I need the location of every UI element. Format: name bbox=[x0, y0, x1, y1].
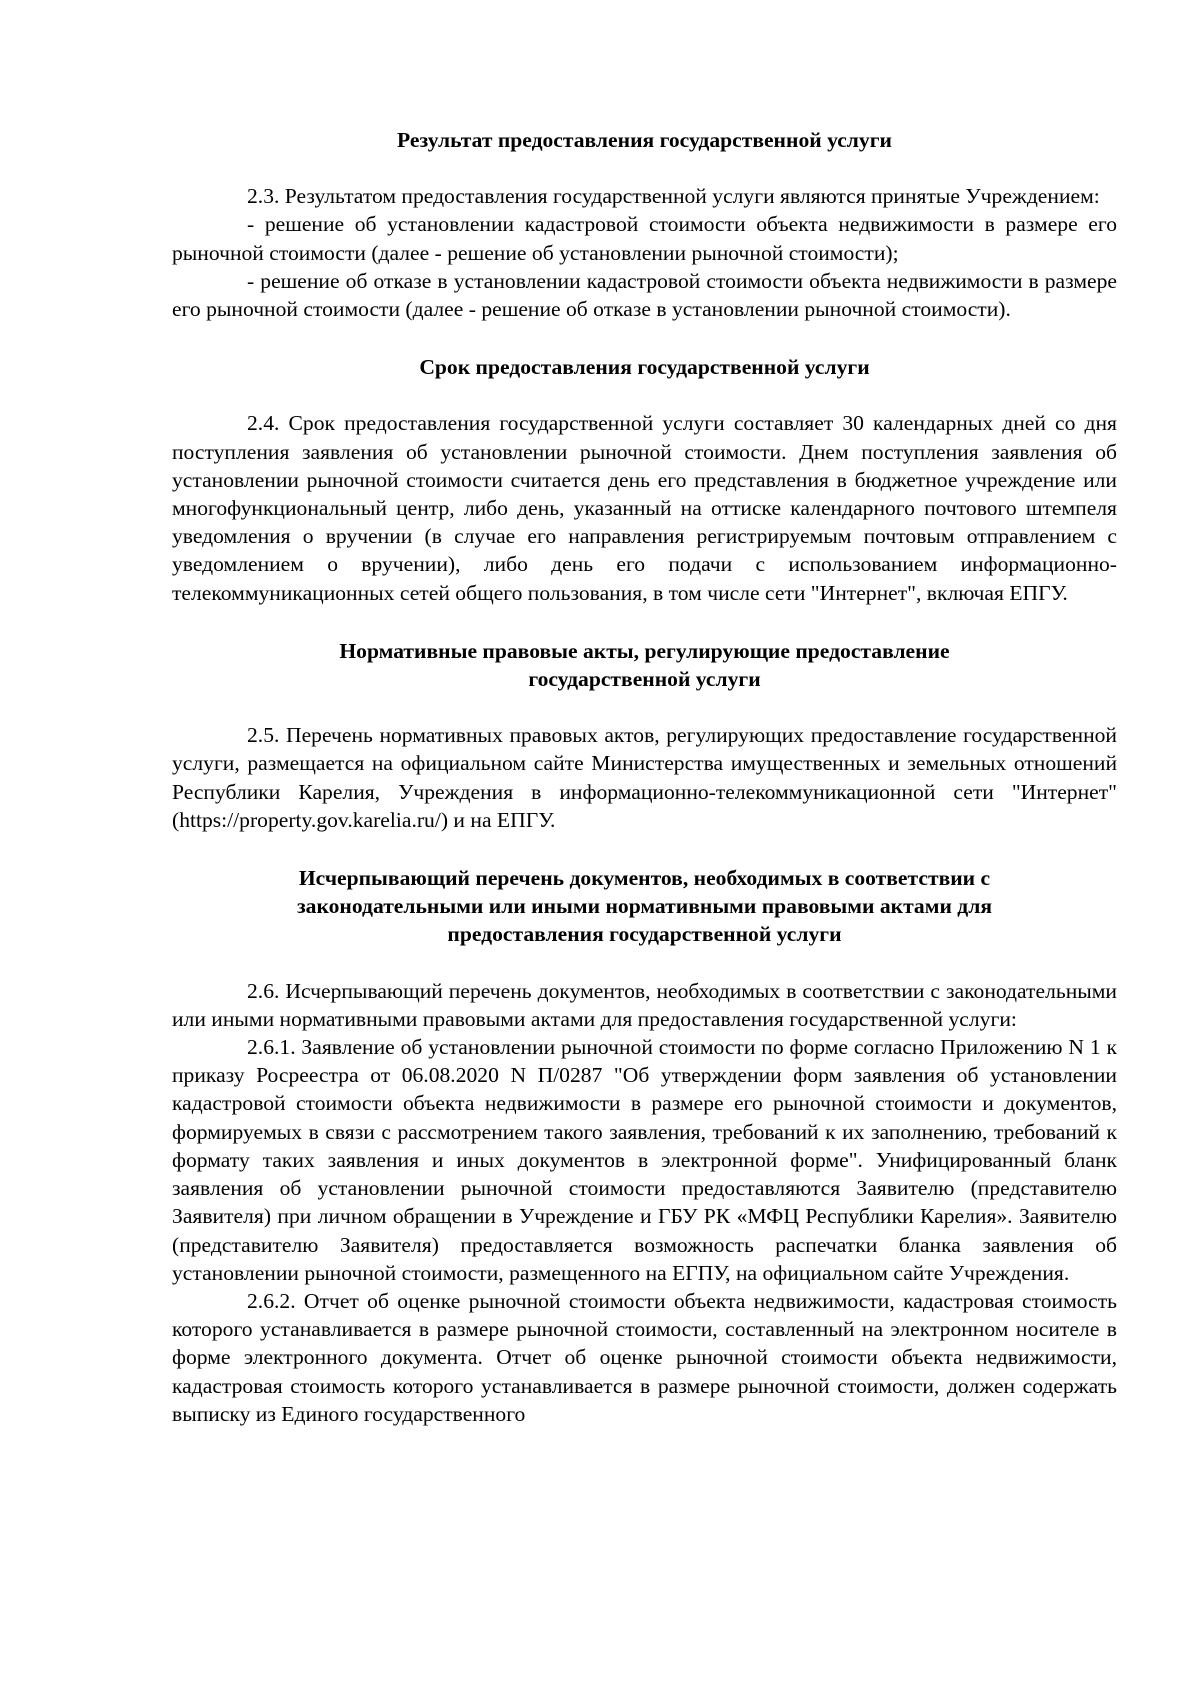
paragraph-2-6-2: 2.6.2. Отчет об оценке рыночной стоимости объекта недвижимости, кадастровая стоимость которого устанавливается в размере рыночной стоимости, составленный на электронном носителе в форме электронного документа. Отчет об оценке рыночной стоимости объекта недвижимости, кадастровая стоимость которого устанавливается в размере рыночной стоимости, должен содержать выписку из Единого государственного bbox=[172, 1288, 1117, 1426]
section-heading-documents-line-1: Исчерпывающий перечень документов, необходимых в соответствии с bbox=[298, 866, 991, 891]
paragraph-2-4: 2.4. Срок предоставления государственной услуги составляет 30 календарных дней со дня поступления заявления об установлении рыночной стоимости. Днем поступления заявления об установлении рыночной стоимости считается день его представления в бюджетное учреждение или многофункциональный центр, либо день, указанный на оттиске календарного почтового штемпеля уведомления о вручении (в случае его направления регистрируемым почтовым отправлением с уведомлением о вручении), либо день его подачи с использованием информационно- телекоммуникационных сетей общего пользования, в том числе сети "Интернет", включая ЕПГУ. bbox=[172, 411, 1117, 605]
paragraph-2-6: 2.6. Исчерпывающий перечень документов, необходимых в соответствии с законодательными или иными нормативными правовыми актами для предоставления государственной услуги: bbox=[172, 978, 1117, 1031]
spacer bbox=[172, 949, 1117, 977]
section-heading-result: Результат предоставления государственной услуги bbox=[397, 128, 892, 152]
spacer bbox=[172, 607, 1117, 637]
paragraph-2-3-item-1: - решение об установлении кадастровой стоимости объекта недвижимости в размере его рыночной стоимости (далее - решение об установлении рыночной стоимости); bbox=[172, 212, 1117, 265]
paragraph-2-3-item-2: - решение об отказе в установлении кадастровой стоимости объекта недвижимости в размере его рыночной стоимости (далее - решение об отказе в установлении рыночной стоимости). bbox=[172, 268, 1117, 322]
section-heading-normative-acts-line-2: государственной услуги bbox=[528, 667, 761, 692]
spacer bbox=[172, 381, 1117, 409]
paragraph-2-6-1: 2.6.1. Заявление об установлении рыночной стоимости по форме согласно Приложению N 1 к приказу Росреестра от 06.08.2020 N П/0287 "Об утверждении форм заявления об установлении кадастровой стоимости объекта недвижимости в размере его рыночной стоимости и документов, формируемых в связи с рассмотрением такого заявления, требований к их заполнению, требований к формату таких заявления и иных документов в электронной форме". Унифицированный бланк заявления об установлении рыночной стоимости предоставляются Заявителю (представителю Заявителя) при личном обращении в Учреждение и ГБУ РК «МФЦ Республики Карелия». Заявителю (представителю Заявителя) предоставляется возможность распечатки бланка заявления об установлении рыночной стоимости, размещенного на ЕГПУ, на официальном сайте Учреждения. bbox=[172, 1035, 1117, 1285]
spacer bbox=[172, 323, 1117, 353]
spacer bbox=[172, 693, 1117, 721]
section-heading-term: Срок предоставления государственной услуги bbox=[419, 355, 870, 380]
spacer bbox=[172, 154, 1117, 182]
section-heading-documents-line-2: законодательными или иными нормативными правовыми актами для bbox=[296, 894, 993, 919]
paragraph-2-3: 2.3. Результатом предоставления государственной услуги являются принятые Учреждением: bbox=[247, 184, 1100, 209]
document-page bbox=[172, 126, 1117, 1428]
section-heading-normative-acts-line-1: Нормативные правовые акты, регулирующие предоставление bbox=[339, 638, 950, 663]
section-heading-documents-line-3: предоставления государственной услуги bbox=[447, 922, 842, 947]
paragraph-2-5: 2.5. Перечень нормативных правовых актов, регулирующих предоставление государственной услуги, размещается на официальном сайте Министерства имущественных и земельных отношений Республики Карелия, Учреждения в информационно-телекоммуникационной сети "Интернет" (https://property.gov.karelia.ru/) и на ЕПГУ. bbox=[172, 723, 1117, 832]
spacer bbox=[172, 834, 1117, 864]
